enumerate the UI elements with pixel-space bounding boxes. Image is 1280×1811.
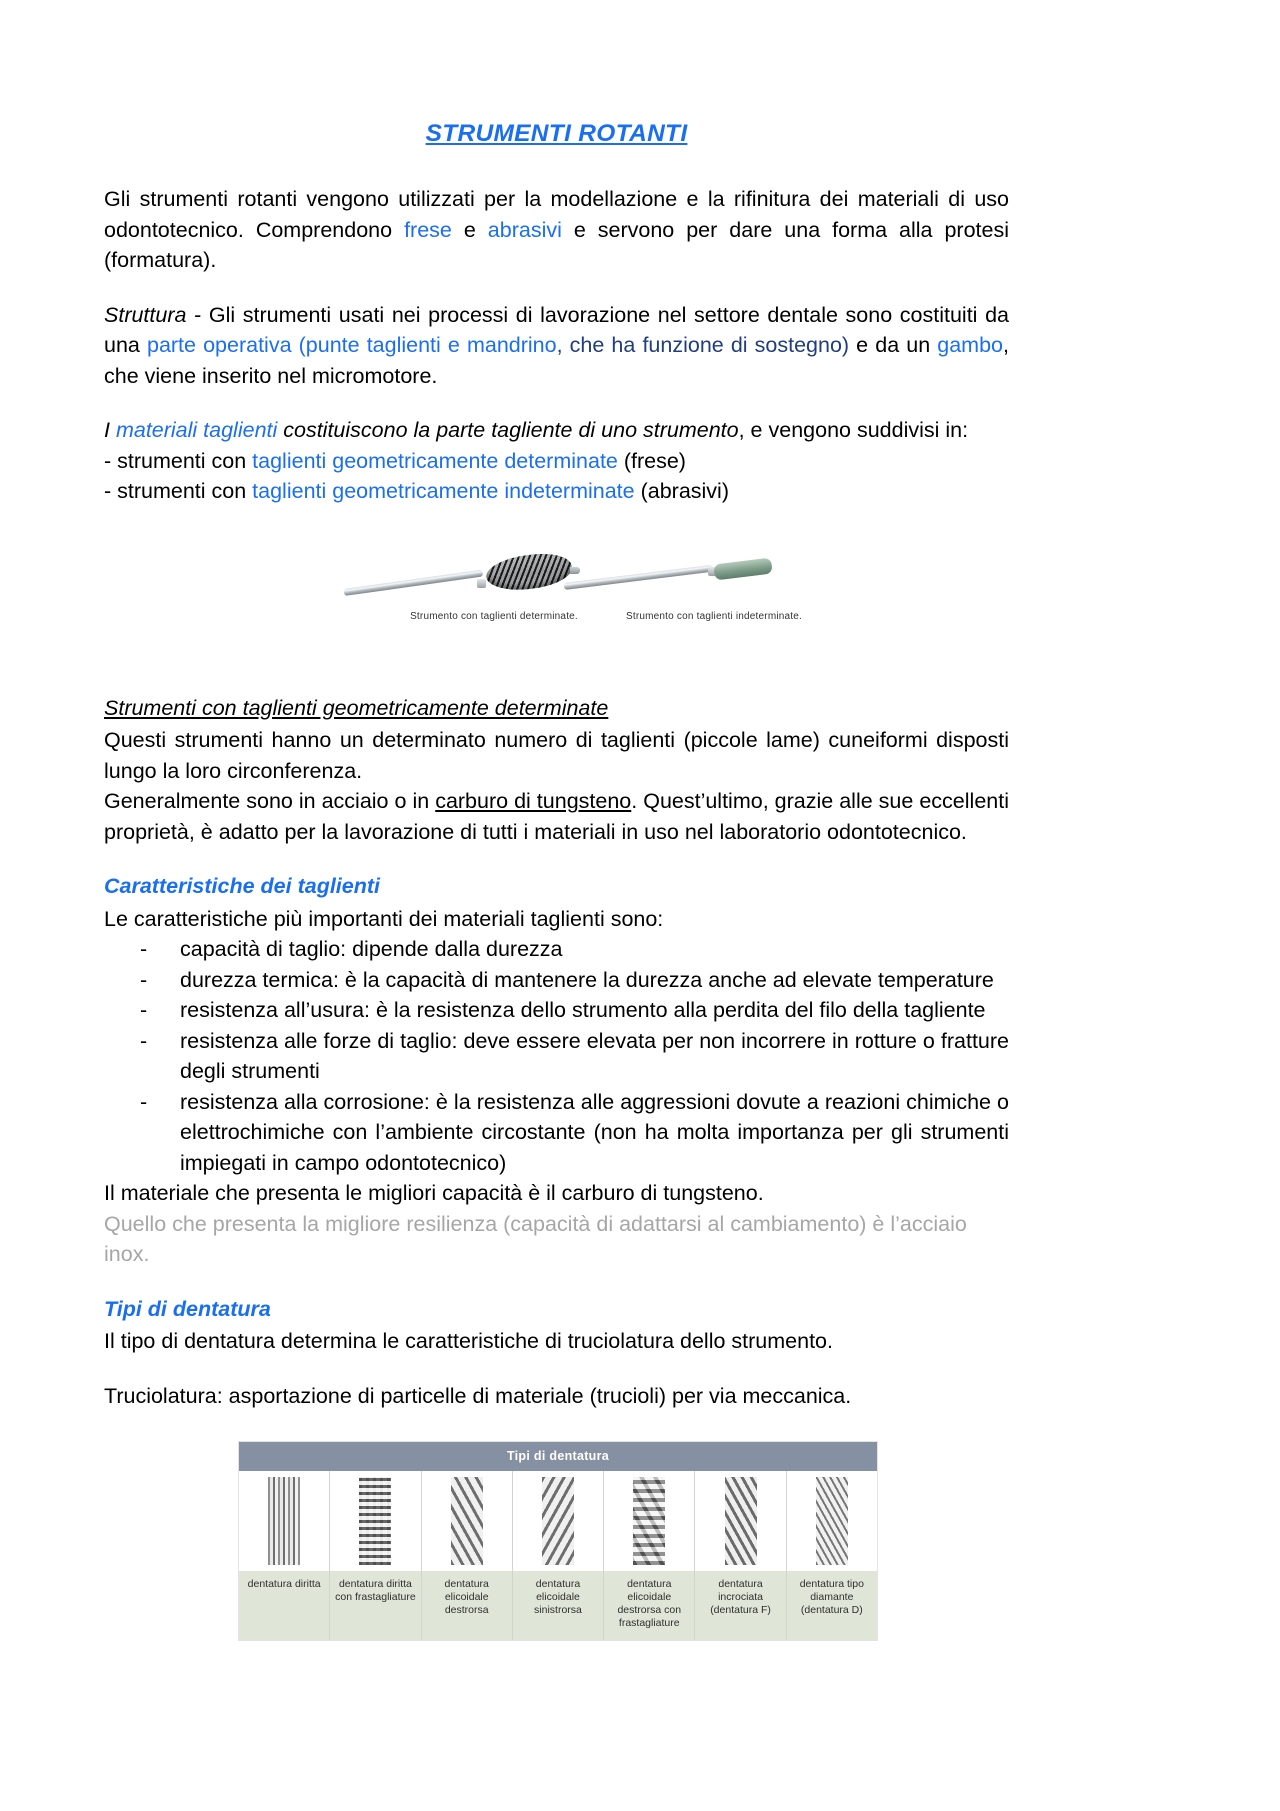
dentatura-image-cell	[695, 1471, 785, 1571]
document-content	[104, 120, 1009, 1641]
struttura-text-3: , che viene inserito nel micromotore.	[104, 333, 1009, 388]
dentatura-image-cell	[239, 1471, 329, 1571]
list-item	[140, 995, 1009, 1026]
list-item-label: resistenza all’usura: è la resistenza dello strumento alla perdita del filo della tagliente	[180, 998, 986, 1022]
collar-left	[477, 579, 486, 588]
dentatura-caption: dentatura elicoidale destrorsa con frastagliature	[604, 1571, 694, 1640]
figure-rotary-instruments	[104, 539, 1009, 659]
bur-pattern-icon	[725, 1477, 757, 1565]
list-item-label: resistenza alle forze di taglio: deve essere elevata per non incorrere in rotture o fratture degli strumenti	[180, 1028, 1009, 1083]
dentatura-caption: dentatura incrociata (dentatura F)	[695, 1571, 785, 1640]
struttura-sostegno: , che ha funzione di sostegno)	[556, 333, 850, 357]
intro-text-2: e	[451, 217, 488, 242]
dentatura-caption: dentatura elicoidale sinistrorsa	[513, 1571, 603, 1640]
dentatura-image-cell	[604, 1471, 694, 1571]
struttura-label: Struttura	[104, 302, 187, 327]
dentatura-column	[422, 1471, 513, 1640]
paragraph-intro	[104, 184, 1009, 276]
heading-strumenti-determinate: Strumenti con taglienti geometricamente determinate	[104, 695, 609, 720]
determinate-2-text-2: . Quest’ultimo, grazie alle sue eccellenti proprietà, è adatto per la lavorazione di tutti i materiali in uso nel laboratorio odontotecnico.	[104, 789, 1009, 844]
bur-head-determinate	[484, 549, 574, 593]
bur-pattern-icon	[451, 1477, 483, 1565]
indeterminate-text-2: (abrasivi)	[634, 479, 729, 503]
dentatura-caption: dentatura tipo diamante (dentatura D)	[787, 1571, 877, 1640]
struttura-text-1: - Gli strumenti usati nei processi di lavorazione nel settore dentale sono costituiti da una	[104, 302, 1009, 357]
struttura-gambo: gambo	[937, 333, 1004, 357]
list-item	[140, 1026, 1009, 1087]
bur-pattern-icon	[816, 1477, 848, 1565]
caption-indeterminate: Strumento con taglienti indeterminate.	[625, 610, 803, 622]
dentatura-table-body	[239, 1471, 877, 1640]
paragraph-dentatura-2: Truciolatura: asportazione di particelle di materiale (trucioli) per via meccanica.	[104, 1383, 852, 1408]
bur-pattern-icon	[633, 1477, 665, 1565]
dentatura-image-cell	[787, 1471, 877, 1571]
abrasive-head-indeterminate	[713, 557, 773, 580]
list-item-label: resistenza alla corrosione: è la resistenza alle aggressioni dovute a reazioni chimiche o elettrochimiche con l’ambiente circostante (non ha molta importanza per gli strumenti impiegati in campo odontotecnico)	[180, 1089, 1009, 1175]
list-item	[140, 934, 1009, 965]
determinate-2-text-1: Generalmente sono in acciaio o in	[104, 789, 436, 813]
shank-left	[344, 569, 484, 595]
dash-bullet: -	[140, 998, 148, 1022]
materiali-taglienti: materiali taglienti	[115, 418, 278, 442]
list-item-label: capacità di taglio: dipende dalla durezza	[180, 937, 563, 961]
struttura-parte-operativa: parte operativa (punte taglienti e mandrino	[146, 333, 557, 357]
dentatura-image-cell	[513, 1471, 603, 1571]
bur-pattern-icon	[268, 1477, 300, 1565]
struttura-text-2: e da un	[849, 333, 938, 357]
paragraph-closing-2: Quello che presenta la migliore resilienza (capacità di adattarsi al cambiamento) è l’acciaio inox.	[104, 1211, 967, 1266]
dentatura-column	[695, 1471, 786, 1640]
materiali-text-1: I	[104, 418, 116, 442]
caratteristiche-list	[104, 934, 1009, 1178]
determinate-text-2: (frese)	[617, 448, 686, 473]
intro-text-3: e servono per dare una forma alla protesi (formatura).	[104, 217, 1010, 272]
determinate-text-1: - strumenti con	[104, 448, 253, 473]
list-line-determinate	[104, 446, 1009, 477]
dentatura-column	[513, 1471, 604, 1640]
caption-determinate: Strumento con taglienti determinate.	[410, 610, 578, 622]
paragraph-caratteristiche-intro: Le caratteristiche più importanti dei materiali taglienti sono:	[104, 906, 664, 931]
paragraph-determinate-2	[104, 786, 1009, 847]
determinate-highlight: taglienti geometricamente determinate	[252, 448, 618, 473]
dentatura-caption: dentatura diritta con frastagliature	[330, 1571, 420, 1640]
dentatura-column	[604, 1471, 695, 1640]
shank-right	[564, 564, 714, 589]
dash-bullet: -	[140, 1089, 148, 1114]
dentatura-caption: dentatura elicoidale destrorsa	[422, 1571, 512, 1640]
dash-bullet: -	[140, 967, 148, 992]
paragraph-closing-1: Il materiale che presenta le migliori capacità è il carburo di tungsteno.	[104, 1181, 764, 1205]
figure-dentatura-table	[238, 1441, 878, 1641]
intro-abrasivi: abrasivi	[487, 217, 562, 242]
bur-indeterminate-illustration	[564, 539, 864, 622]
indeterminate-highlight: taglienti geometricamente indeterminate	[252, 479, 635, 503]
dash-bullet: -	[140, 937, 148, 961]
paragraph-struttura	[104, 300, 1009, 392]
dentatura-column	[330, 1471, 421, 1640]
intro-text-1: Gli strumenti rotanti vengono utilizzati per la modellazione e la rifinitura dei materiali di uso odontotecnico. Comprendono	[104, 187, 1009, 242]
bur-pattern-icon	[359, 1477, 391, 1565]
dentatura-table-header: Tipi di dentatura	[239, 1442, 877, 1471]
dentatura-image-cell	[422, 1471, 512, 1571]
indeterminate-text-1: - strumenti con	[104, 479, 253, 503]
dentatura-image-cell	[330, 1471, 420, 1571]
paragraph-determinate-1: Questi strumenti hanno un determinato numero di taglienti (piccole lame) cuneiformi disposti lungo la loro circonferenza.	[104, 728, 1009, 783]
list-item	[140, 965, 1009, 996]
list-line-indeterminate	[104, 476, 1009, 507]
bur-pattern-icon	[542, 1477, 574, 1565]
heading-caratteristiche: Caratteristiche dei taglienti	[104, 874, 380, 898]
materiali-text-2: costituiscono la parte tagliente di uno strumento	[277, 418, 739, 442]
page-title: STRUMENTI ROTANTI	[425, 120, 688, 147]
list-item	[140, 1087, 1009, 1179]
paragraph-materiali	[104, 415, 1009, 446]
dentatura-column	[239, 1471, 330, 1640]
list-item-label: durezza termica: è la capacità di mantenere la durezza anche ad elevate temperature	[180, 967, 994, 992]
carburo-di-tungsteno-link[interactable]: carburo di tungsteno	[435, 789, 632, 813]
intro-frese: frese	[404, 217, 452, 242]
dentatura-column	[787, 1471, 877, 1640]
heading-tipi-dentatura: Tipi di dentatura	[104, 1296, 271, 1321]
paragraph-dentatura-1: Il tipo di dentatura determina le caratteristiche di truciolatura dello strumento.	[104, 1329, 833, 1353]
materiali-text-3: , e vengono suddivisi in:	[738, 418, 969, 442]
dentatura-caption: dentatura diritta	[239, 1571, 329, 1640]
dash-bullet: -	[140, 1028, 148, 1053]
